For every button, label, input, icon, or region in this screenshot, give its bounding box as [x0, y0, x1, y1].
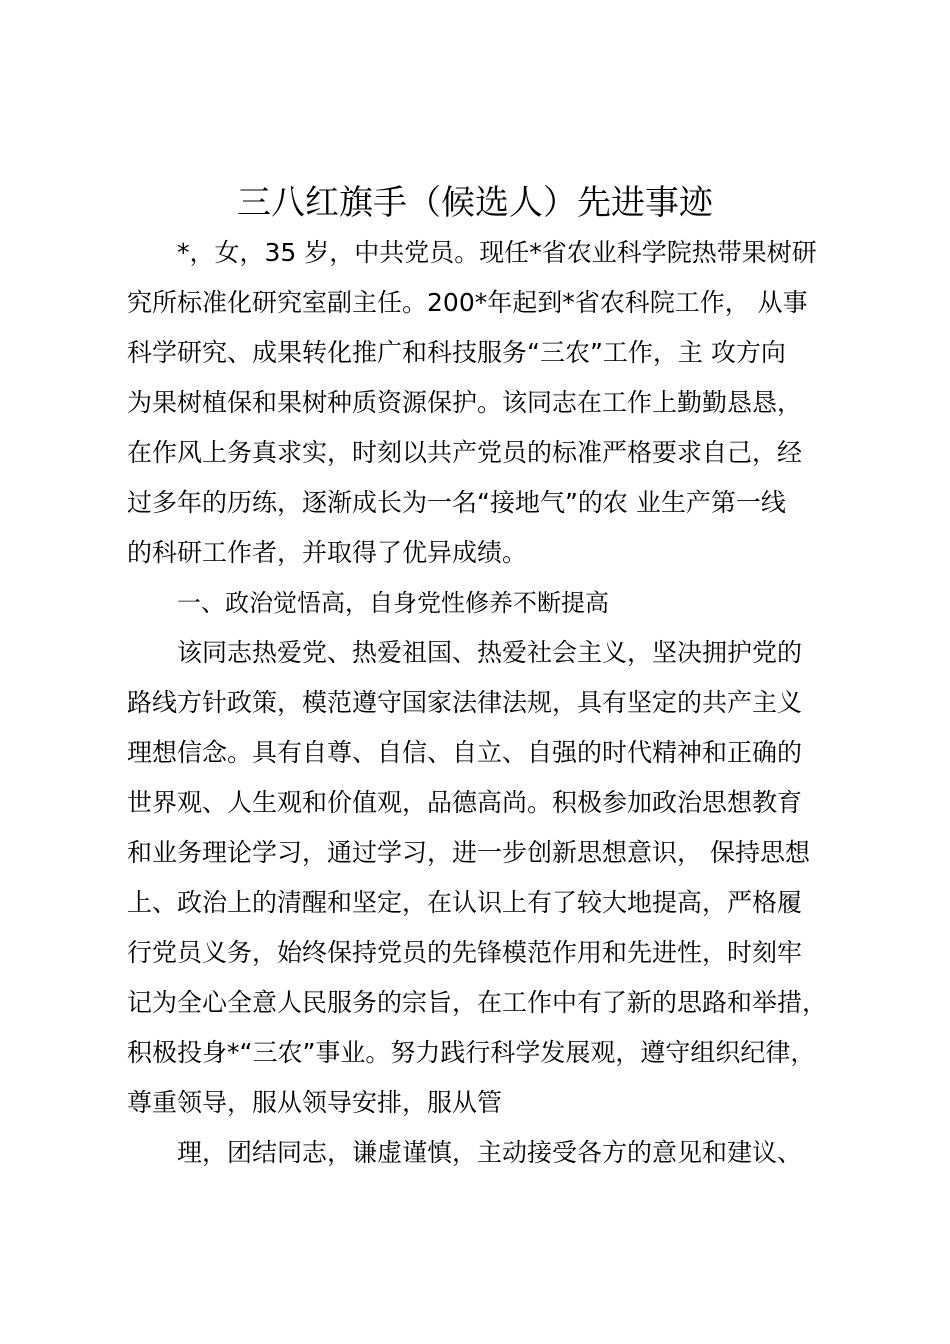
intro-line-7: 的科研工作者，并取得了优异成绩。 — [127, 538, 528, 567]
body-line-4: 世界观、人生观和价值观，品德高尚。积极参加政治思想教育 — [127, 788, 803, 817]
document-title: 三八红旗手（候选人）先进事迹 — [237, 183, 713, 223]
intro-line-2: 究所标准化研究室副主任。200*年起到*省农科院工作， 从事 — [127, 288, 808, 317]
body-line-8: 记为全心全意人民服务的宗旨，在工作中有了新的思路和举措， — [127, 988, 828, 1017]
body-line-6: 上、政治上的清醒和坚定，在认识上有了较大地提高，严格履 — [127, 888, 803, 917]
body-line-5: 和业务理论学习，通过学习，进一步创新思想意识， 保持思想 — [127, 838, 810, 867]
body-line-2: 路线方针政策，模范遵守国家法律法规，具有坚定的共产主义 — [127, 688, 803, 717]
intro-line-4: 为果树植保和果树种质资源保护。该同志在工作上勤勤恳恳， — [127, 388, 803, 417]
body-line-9: 积极投身*“三农”事业。努力践行科学发展观，遵守组织纪律， — [127, 1038, 816, 1067]
intro-line-1: *，女，35 岁，中共党员。现任*省农业科学院热带果树研 — [177, 238, 817, 267]
last-line: 理，团结同志，谦虚谨慎，主动接受各方的意见和建议、 — [177, 1138, 803, 1167]
body-line-1: 该同志热爱党、热爱祖国、热爱社会主义，坚决拥护党的 — [177, 638, 803, 667]
body-line-3: 理想信念。具有自尊、自信、自立、自强的时代精神和正确的 — [127, 738, 803, 767]
intro-line-6: 过多年的历练，逐渐成长为一名“接地气”的农 业生产第一线 — [127, 488, 786, 517]
section-heading: 一、政治觉悟高，自身党性修养不断提高 — [177, 589, 609, 617]
intro-line-5: 在作风上务真求实，时刻以共产党员的标准严格要求自己，经 — [127, 438, 803, 467]
body-line-10: 尊重领导，服从领导安排，服从管 — [127, 1088, 503, 1117]
intro-line-3: 科学研究、成果转化推广和科技服务“三农”工作，主 攻方向 — [127, 338, 786, 367]
body-line-7: 行党员义务，始终保持党员的先锋模范作用和先进性，时刻牢 — [127, 938, 803, 967]
